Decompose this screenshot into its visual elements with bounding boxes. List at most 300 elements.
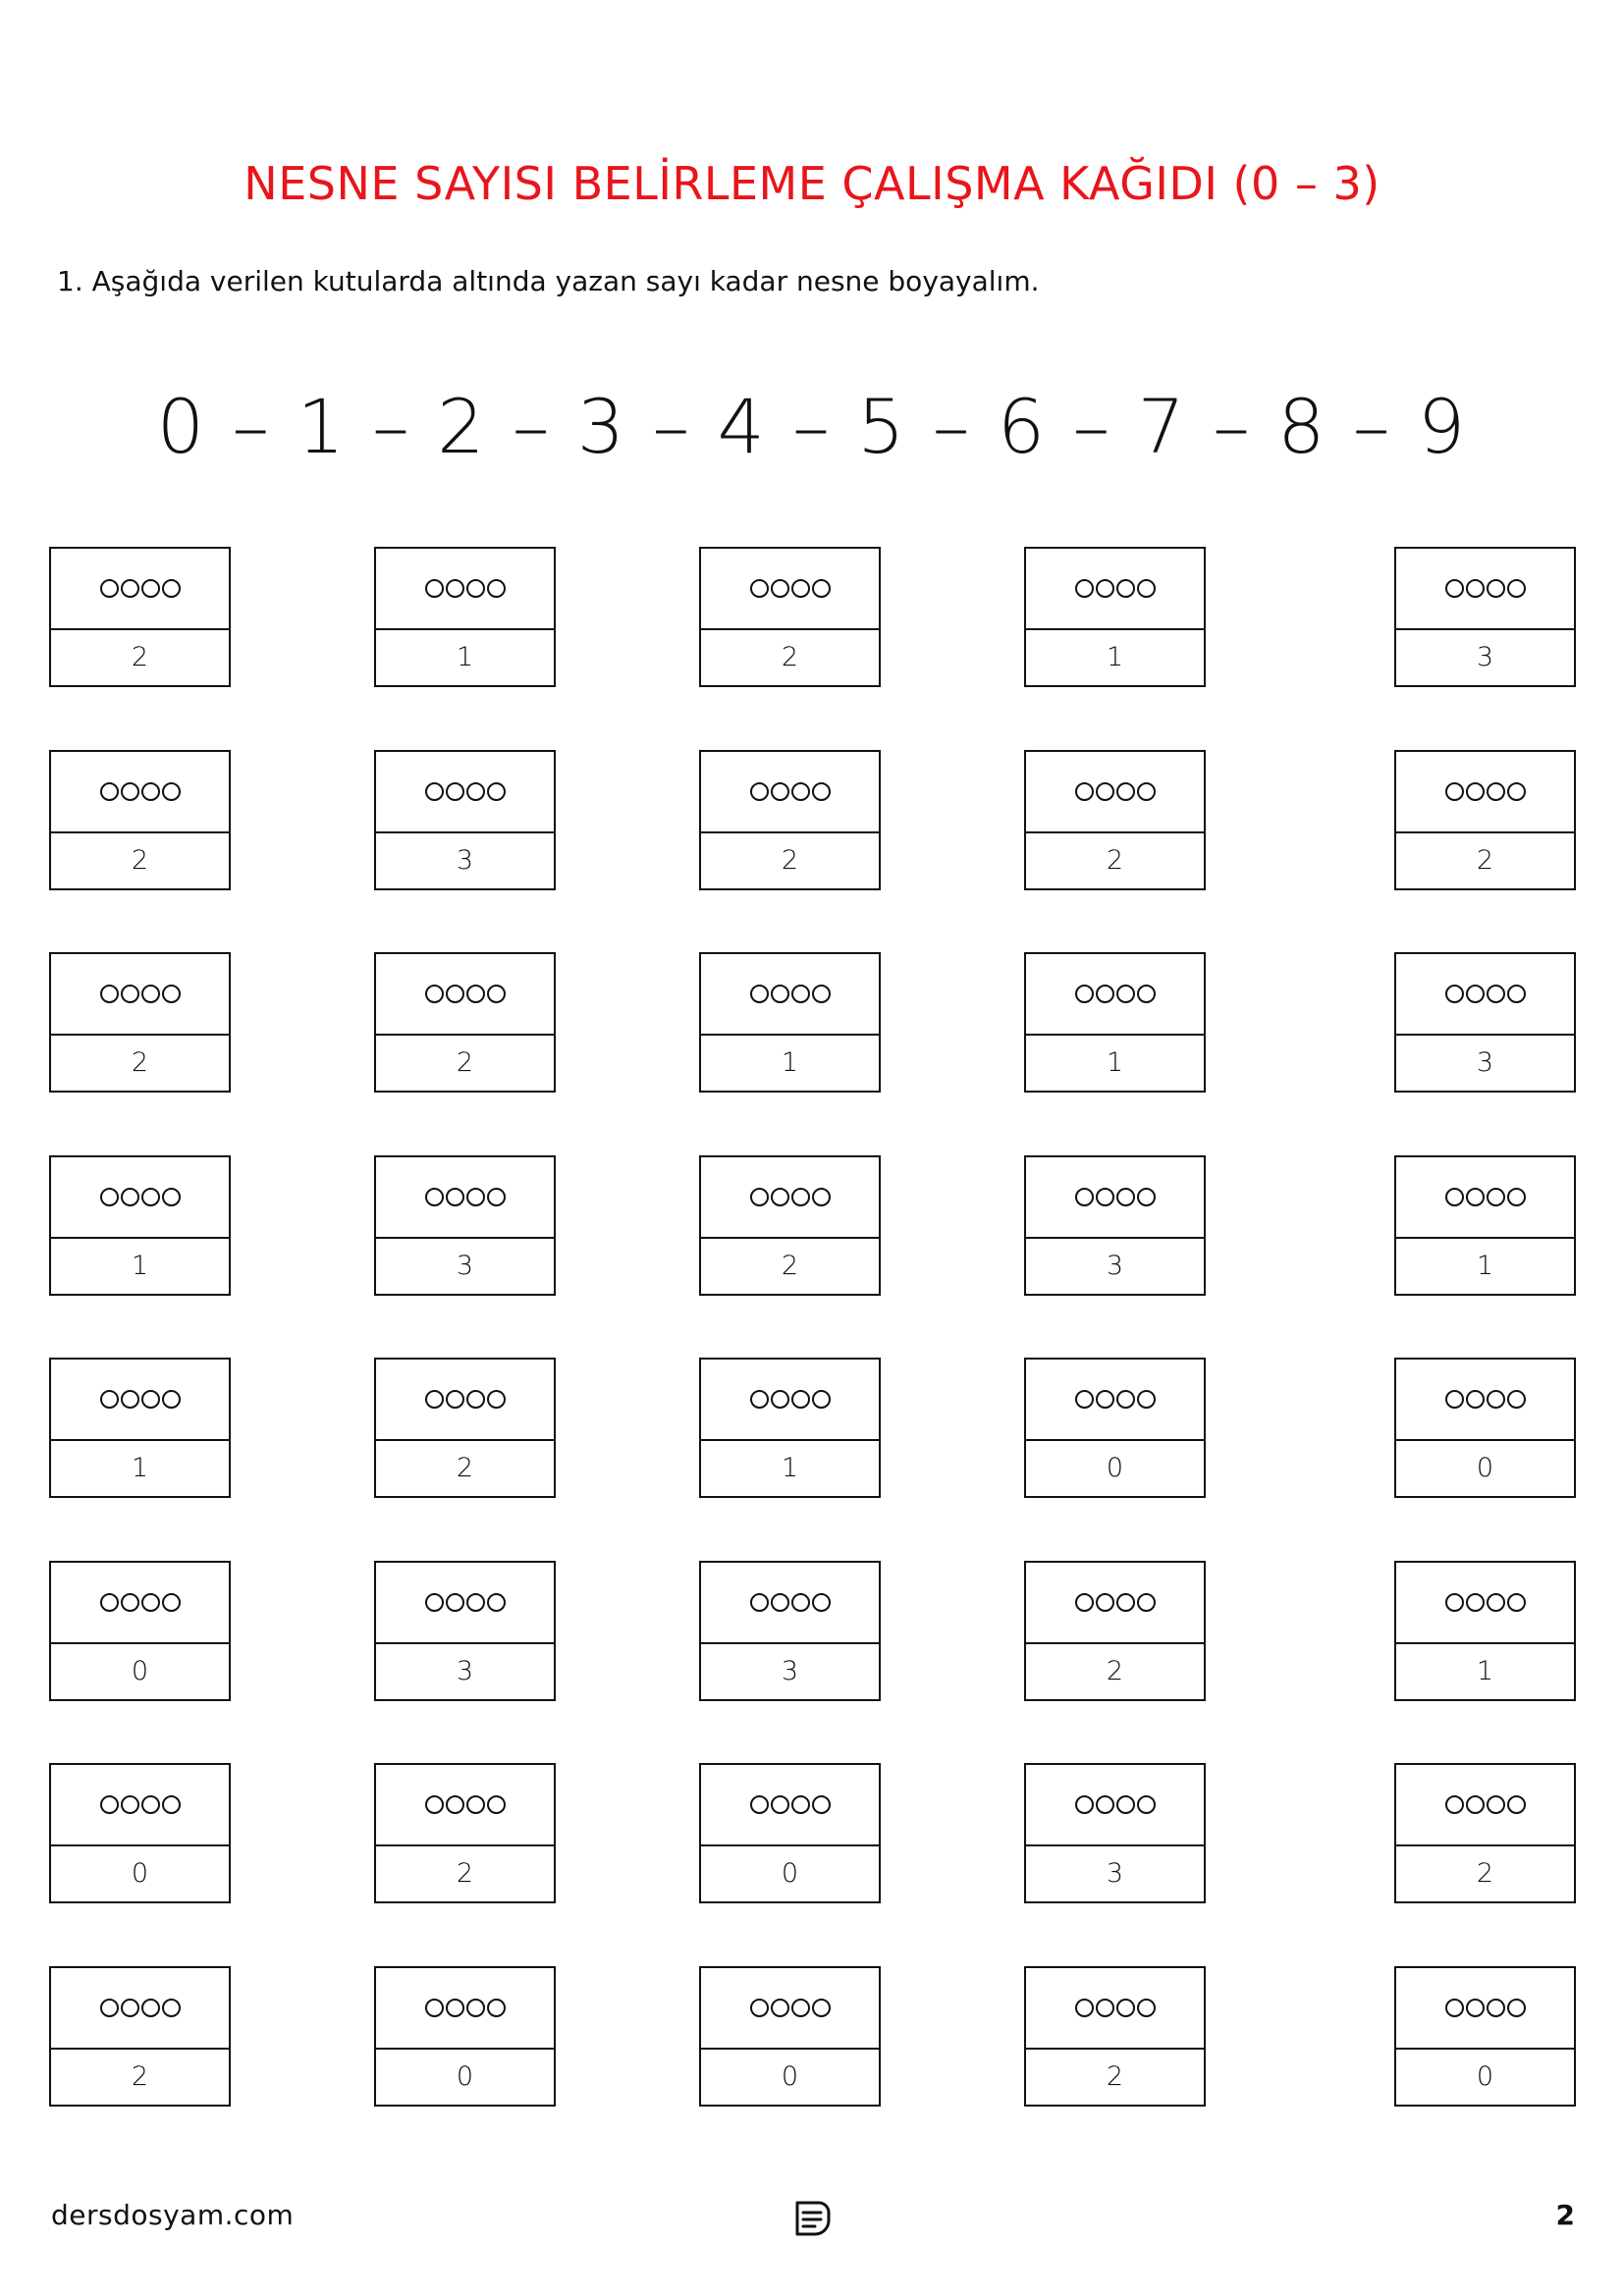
- circle-area: [1026, 1765, 1204, 1846]
- counting-box: [374, 1358, 556, 1498]
- circle-to-color[interactable]: [791, 1593, 810, 1612]
- circle-group: [425, 782, 506, 801]
- counting-box: [1394, 1966, 1576, 2107]
- box-number: 2: [1106, 2061, 1124, 2092]
- circle-to-color[interactable]: [1507, 1390, 1526, 1409]
- circle-to-color[interactable]: [771, 579, 789, 598]
- box-number: 3: [1106, 1858, 1124, 1889]
- circle-to-color[interactable]: [1137, 1999, 1156, 2017]
- circle-to-color[interactable]: [425, 579, 444, 598]
- circle-to-color[interactable]: [466, 1999, 485, 2017]
- box-number: 1: [1476, 1251, 1494, 1281]
- circle-area: [1026, 1360, 1204, 1441]
- circle-to-color[interactable]: [1466, 1188, 1485, 1206]
- counting-box: [374, 1966, 556, 2107]
- circle-to-color[interactable]: [446, 985, 464, 1003]
- circle-group: [1445, 1593, 1526, 1612]
- circle-group: [425, 985, 506, 1003]
- circle-to-color[interactable]: [1137, 1795, 1156, 1814]
- circle-to-color[interactable]: [1116, 782, 1135, 801]
- circle-to-color[interactable]: [771, 782, 789, 801]
- circle-to-color[interactable]: [141, 1188, 160, 1206]
- circle-group: [1075, 579, 1156, 598]
- box-number: 0: [456, 2061, 474, 2092]
- circle-to-color[interactable]: [121, 1390, 139, 1409]
- circle-to-color[interactable]: [162, 1593, 181, 1612]
- circle-area: [51, 752, 229, 833]
- counting-box: [49, 952, 231, 1093]
- circle-area: [701, 1563, 879, 1644]
- circle-area: [701, 1157, 879, 1239]
- circle-to-color[interactable]: [1075, 782, 1094, 801]
- circle-to-color[interactable]: [1445, 579, 1464, 598]
- counting-box: [1024, 547, 1206, 687]
- box-number: 2: [131, 642, 149, 672]
- circle-to-color[interactable]: [1116, 579, 1135, 598]
- box-number: 0: [781, 2061, 799, 2092]
- circle-to-color[interactable]: [446, 782, 464, 801]
- counting-box: [1394, 952, 1576, 1093]
- circle-to-color[interactable]: [100, 1999, 119, 2017]
- box-number: 3: [1106, 1251, 1124, 1281]
- box-number: 2: [456, 1453, 474, 1483]
- circle-to-color[interactable]: [1445, 782, 1464, 801]
- circle-to-color[interactable]: [121, 1795, 139, 1814]
- circle-group: [1075, 1593, 1156, 1612]
- circle-to-color[interactable]: [791, 1188, 810, 1206]
- circle-area: [1396, 1765, 1574, 1846]
- box-number: 2: [131, 1047, 149, 1078]
- circle-to-color[interactable]: [750, 1593, 769, 1612]
- box-number: 2: [131, 2061, 149, 2092]
- circle-to-color[interactable]: [750, 1188, 769, 1206]
- circle-to-color[interactable]: [162, 1188, 181, 1206]
- counting-box: [699, 1358, 881, 1498]
- circle-to-color[interactable]: [771, 985, 789, 1003]
- circle-to-color[interactable]: [1487, 1593, 1505, 1612]
- circle-to-color[interactable]: [141, 1593, 160, 1612]
- circle-to-color[interactable]: [1075, 1593, 1094, 1612]
- circle-to-color[interactable]: [162, 782, 181, 801]
- circle-to-color[interactable]: [121, 782, 139, 801]
- circle-area: [1026, 1563, 1204, 1644]
- circle-area: [701, 1968, 879, 2050]
- circle-to-color[interactable]: [100, 1593, 119, 1612]
- box-number: 2: [781, 845, 799, 876]
- box-number: 0: [131, 1656, 149, 1686]
- circle-to-color[interactable]: [141, 985, 160, 1003]
- circle-to-color[interactable]: [791, 985, 810, 1003]
- counting-box: [49, 750, 231, 890]
- circle-to-color[interactable]: [771, 1999, 789, 2017]
- circle-to-color[interactable]: [466, 985, 485, 1003]
- circle-to-color[interactable]: [446, 1795, 464, 1814]
- circle-to-color[interactable]: [121, 985, 139, 1003]
- counting-box: [1024, 1155, 1206, 1296]
- circle-to-color[interactable]: [812, 579, 831, 598]
- circle-to-color[interactable]: [1075, 985, 1094, 1003]
- circle-to-color[interactable]: [1487, 1999, 1505, 2017]
- counting-box: [699, 1763, 881, 1903]
- circle-to-color[interactable]: [162, 1795, 181, 1814]
- circle-to-color[interactable]: [446, 1188, 464, 1206]
- circle-group: [100, 579, 181, 598]
- circle-to-color[interactable]: [1507, 1795, 1526, 1814]
- box-number: 0: [131, 1858, 149, 1889]
- box-number: 3: [456, 845, 474, 876]
- page-number: 2: [1555, 2199, 1575, 2231]
- circle-group: [750, 579, 831, 598]
- circle-to-color[interactable]: [1096, 1593, 1114, 1612]
- circle-area: [701, 752, 879, 833]
- circle-to-color[interactable]: [162, 1999, 181, 2017]
- circle-to-color[interactable]: [466, 782, 485, 801]
- circle-to-color[interactable]: [100, 579, 119, 598]
- circle-to-color[interactable]: [141, 1795, 160, 1814]
- circle-group: [750, 985, 831, 1003]
- circle-group: [1075, 1999, 1156, 2017]
- box-number: 0: [1476, 2061, 1494, 2092]
- circle-area: [51, 1563, 229, 1644]
- circle-to-color[interactable]: [1116, 1593, 1135, 1612]
- circle-to-color[interactable]: [1116, 1188, 1135, 1206]
- circle-to-color[interactable]: [1507, 985, 1526, 1003]
- counting-box: [374, 750, 556, 890]
- circle-to-color[interactable]: [100, 1188, 119, 1206]
- circle-to-color[interactable]: [750, 1390, 769, 1409]
- circle-area: [51, 1765, 229, 1846]
- counting-box: [699, 952, 881, 1093]
- circle-area: [1396, 752, 1574, 833]
- box-number: 3: [1476, 1047, 1494, 1078]
- circle-group: [750, 1795, 831, 1814]
- box-number: 2: [781, 1251, 799, 1281]
- circle-to-color[interactable]: [1075, 1188, 1094, 1206]
- circle-to-color[interactable]: [141, 579, 160, 598]
- circle-group: [1445, 1795, 1526, 1814]
- circle-to-color[interactable]: [425, 1999, 444, 2017]
- circle-to-color[interactable]: [1507, 579, 1526, 598]
- circle-to-color[interactable]: [466, 1390, 485, 1409]
- circle-to-color[interactable]: [1137, 1188, 1156, 1206]
- circle-to-color[interactable]: [1507, 1188, 1526, 1206]
- circle-to-color[interactable]: [425, 1390, 444, 1409]
- counting-box: [1024, 1966, 1206, 2107]
- circle-group: [100, 782, 181, 801]
- box-number: 3: [1476, 642, 1494, 672]
- counting-box: [1394, 1358, 1576, 1498]
- circle-to-color[interactable]: [1466, 1390, 1485, 1409]
- circle-to-color[interactable]: [425, 782, 444, 801]
- circle-to-color[interactable]: [1116, 985, 1135, 1003]
- circle-to-color[interactable]: [791, 782, 810, 801]
- circle-to-color[interactable]: [771, 1390, 789, 1409]
- circle-area: [376, 1360, 554, 1441]
- circle-to-color[interactable]: [812, 1188, 831, 1206]
- box-number: 2: [456, 1858, 474, 1889]
- circle-area: [1396, 1968, 1574, 2050]
- counting-box: [1394, 1763, 1576, 1903]
- box-number: 1: [781, 1047, 799, 1078]
- circle-to-color[interactable]: [425, 1188, 444, 1206]
- circle-group: [1075, 1188, 1156, 1206]
- circle-area: [1026, 1157, 1204, 1239]
- circle-to-color[interactable]: [1096, 782, 1114, 801]
- counting-box: [1024, 1358, 1206, 1498]
- circle-area: [51, 1968, 229, 2050]
- box-number: 2: [131, 845, 149, 876]
- circle-to-color[interactable]: [1466, 782, 1485, 801]
- circle-group: [1075, 782, 1156, 801]
- circle-area: [376, 1765, 554, 1846]
- circle-to-color[interactable]: [141, 1999, 160, 2017]
- circle-to-color[interactable]: [1137, 579, 1156, 598]
- circle-to-color[interactable]: [162, 579, 181, 598]
- circle-to-color[interactable]: [1445, 1390, 1464, 1409]
- circle-area: [701, 1360, 879, 1441]
- circle-group: [1445, 782, 1526, 801]
- circle-area: [376, 954, 554, 1036]
- counting-box: [49, 547, 231, 687]
- circle-to-color[interactable]: [1507, 1593, 1526, 1612]
- circle-to-color[interactable]: [162, 985, 181, 1003]
- box-number: 2: [781, 642, 799, 672]
- circle-area: [1026, 752, 1204, 833]
- circle-to-color[interactable]: [771, 1188, 789, 1206]
- counting-box: [49, 1966, 231, 2107]
- circle-to-color[interactable]: [487, 1390, 506, 1409]
- circle-to-color[interactable]: [121, 579, 139, 598]
- counting-box: [1394, 547, 1576, 687]
- circle-group: [1445, 985, 1526, 1003]
- circle-to-color[interactable]: [466, 1188, 485, 1206]
- circle-to-color[interactable]: [1507, 1999, 1526, 2017]
- circle-to-color[interactable]: [1466, 1999, 1485, 2017]
- counting-box: [1024, 1561, 1206, 1701]
- circle-group: [750, 1999, 831, 2017]
- circle-to-color[interactable]: [141, 782, 160, 801]
- circle-to-color[interactable]: [812, 1593, 831, 1612]
- circle-group: [750, 782, 831, 801]
- circle-to-color[interactable]: [791, 1999, 810, 2017]
- circle-to-color[interactable]: [1445, 1188, 1464, 1206]
- circle-to-color[interactable]: [1075, 1795, 1094, 1814]
- circle-to-color[interactable]: [791, 1795, 810, 1814]
- counting-box: [699, 1155, 881, 1296]
- counting-box: [1024, 952, 1206, 1093]
- circle-to-color[interactable]: [1445, 1593, 1464, 1612]
- circle-to-color[interactable]: [1075, 579, 1094, 598]
- circle-area: [701, 1765, 879, 1846]
- circle-area: [1396, 1360, 1574, 1441]
- counting-box: [1394, 1155, 1576, 1296]
- counting-box: [374, 1561, 556, 1701]
- circle-to-color[interactable]: [100, 782, 119, 801]
- circle-to-color[interactable]: [100, 1390, 119, 1409]
- box-number: 1: [1106, 642, 1124, 672]
- circle-area: [1026, 954, 1204, 1036]
- box-number: 3: [456, 1656, 474, 1686]
- circle-group: [100, 985, 181, 1003]
- circle-to-color[interactable]: [791, 579, 810, 598]
- circle-area: [701, 954, 879, 1036]
- box-number: 1: [781, 1453, 799, 1483]
- circle-area: [376, 1968, 554, 2050]
- circle-to-color[interactable]: [487, 579, 506, 598]
- circle-area: [1026, 549, 1204, 630]
- box-number: 1: [1106, 1047, 1124, 1078]
- counting-box: [699, 1561, 881, 1701]
- circle-to-color[interactable]: [750, 1999, 769, 2017]
- circle-group: [100, 1795, 181, 1814]
- circle-to-color[interactable]: [446, 1593, 464, 1612]
- circle-to-color[interactable]: [1487, 579, 1505, 598]
- counting-box: [374, 1763, 556, 1903]
- circle-to-color[interactable]: [1096, 1188, 1114, 1206]
- circle-to-color[interactable]: [1466, 1593, 1485, 1612]
- circle-to-color[interactable]: [1487, 1390, 1505, 1409]
- circle-to-color[interactable]: [1487, 1188, 1505, 1206]
- circle-to-color[interactable]: [466, 1593, 485, 1612]
- circle-to-color[interactable]: [1487, 1795, 1505, 1814]
- circle-to-color[interactable]: [1116, 1390, 1135, 1409]
- circle-area: [1396, 549, 1574, 630]
- counting-box: [699, 547, 881, 687]
- circle-group: [425, 1795, 506, 1814]
- counting-box: [699, 750, 881, 890]
- circle-to-color[interactable]: [425, 1795, 444, 1814]
- circle-to-color[interactable]: [1466, 985, 1485, 1003]
- circle-to-color[interactable]: [1487, 985, 1505, 1003]
- circle-area: [51, 549, 229, 630]
- counting-box: [699, 1966, 881, 2107]
- circle-group: [100, 1593, 181, 1612]
- circle-to-color[interactable]: [750, 1795, 769, 1814]
- counting-box: [49, 1358, 231, 1498]
- circle-to-color[interactable]: [750, 782, 769, 801]
- circle-to-color[interactable]: [487, 1999, 506, 2017]
- box-number: 0: [781, 1858, 799, 1889]
- circle-to-color[interactable]: [1137, 1593, 1156, 1612]
- circle-group: [1075, 1390, 1156, 1409]
- counting-box: [1024, 750, 1206, 890]
- circle-area: [376, 1157, 554, 1239]
- circle-to-color[interactable]: [487, 1795, 506, 1814]
- circle-to-color[interactable]: [812, 782, 831, 801]
- box-number: 2: [456, 1047, 474, 1078]
- circle-to-color[interactable]: [466, 1795, 485, 1814]
- circle-to-color[interactable]: [791, 1390, 810, 1409]
- circle-to-color[interactable]: [1487, 782, 1505, 801]
- circle-to-color[interactable]: [1116, 1999, 1135, 2017]
- circle-to-color[interactable]: [1096, 1999, 1114, 2017]
- circle-area: [51, 1360, 229, 1441]
- circle-to-color[interactable]: [812, 1390, 831, 1409]
- circle-area: [376, 549, 554, 630]
- circle-to-color[interactable]: [1445, 1999, 1464, 2017]
- circle-to-color[interactable]: [121, 1999, 139, 2017]
- circle-area: [1026, 1968, 1204, 2050]
- box-number: 3: [781, 1656, 799, 1686]
- circle-group: [425, 579, 506, 598]
- circle-to-color[interactable]: [100, 985, 119, 1003]
- circle-to-color[interactable]: [1445, 1795, 1464, 1814]
- circle-group: [1075, 985, 1156, 1003]
- circle-to-color[interactable]: [1075, 1390, 1094, 1409]
- circle-to-color[interactable]: [487, 1593, 506, 1612]
- circle-to-color[interactable]: [446, 1390, 464, 1409]
- circle-to-color[interactable]: [1096, 1795, 1114, 1814]
- circle-to-color[interactable]: [466, 579, 485, 598]
- circle-to-color[interactable]: [812, 985, 831, 1003]
- circle-to-color[interactable]: [100, 1795, 119, 1814]
- circle-to-color[interactable]: [812, 1795, 831, 1814]
- circle-to-color[interactable]: [1466, 579, 1485, 598]
- circle-group: [100, 1999, 181, 2017]
- circle-to-color[interactable]: [487, 1188, 506, 1206]
- circle-group: [425, 1593, 506, 1612]
- circle-to-color[interactable]: [1075, 1999, 1094, 2017]
- counting-box: [49, 1155, 231, 1296]
- document-lines-icon: [789, 2197, 833, 2240]
- counting-box: [49, 1561, 231, 1701]
- circle-to-color[interactable]: [1137, 782, 1156, 801]
- circle-to-color[interactable]: [446, 579, 464, 598]
- circle-to-color[interactable]: [750, 985, 769, 1003]
- counting-box: [374, 952, 556, 1093]
- circle-to-color[interactable]: [1116, 1795, 1135, 1814]
- circle-to-color[interactable]: [141, 1390, 160, 1409]
- circle-to-color[interactable]: [771, 1795, 789, 1814]
- circle-to-color[interactable]: [1507, 782, 1526, 801]
- box-number: 2: [1106, 845, 1124, 876]
- circle-to-color[interactable]: [771, 1593, 789, 1612]
- circle-area: [51, 1157, 229, 1239]
- circle-to-color[interactable]: [425, 1593, 444, 1612]
- circle-group: [425, 1390, 506, 1409]
- box-number: 1: [131, 1453, 149, 1483]
- number-line: 0 – 1 – 2 – 3 – 4 – 5 – 6 – 7 – 8 – 9: [156, 383, 1468, 470]
- box-number: 1: [131, 1251, 149, 1281]
- circle-to-color[interactable]: [487, 782, 506, 801]
- circle-to-color[interactable]: [1137, 985, 1156, 1003]
- circle-to-color[interactable]: [1445, 985, 1464, 1003]
- circle-to-color[interactable]: [1096, 579, 1114, 598]
- circle-to-color[interactable]: [121, 1593, 139, 1612]
- instruction-text: 1. Aşağıda verilen kutularda altında yazan sayı kadar nesne boyayalım.: [57, 265, 1040, 297]
- circle-group: [100, 1390, 181, 1409]
- circle-group: [1445, 1188, 1526, 1206]
- circle-to-color[interactable]: [425, 985, 444, 1003]
- circle-group: [1445, 579, 1526, 598]
- circle-to-color[interactable]: [487, 985, 506, 1003]
- circle-area: [701, 549, 879, 630]
- circle-to-color[interactable]: [446, 1999, 464, 2017]
- circle-to-color[interactable]: [1096, 1390, 1114, 1409]
- counting-box: [1394, 750, 1576, 890]
- circle-area: [376, 1563, 554, 1644]
- circle-to-color[interactable]: [162, 1390, 181, 1409]
- circle-to-color[interactable]: [1137, 1390, 1156, 1409]
- circle-to-color[interactable]: [750, 579, 769, 598]
- circle-to-color[interactable]: [1096, 985, 1114, 1003]
- circle-area: [51, 954, 229, 1036]
- box-number: 2: [1476, 1858, 1494, 1889]
- circle-to-color[interactable]: [121, 1188, 139, 1206]
- circle-to-color[interactable]: [812, 1999, 831, 2017]
- circle-area: [1396, 1563, 1574, 1644]
- circle-to-color[interactable]: [1466, 1795, 1485, 1814]
